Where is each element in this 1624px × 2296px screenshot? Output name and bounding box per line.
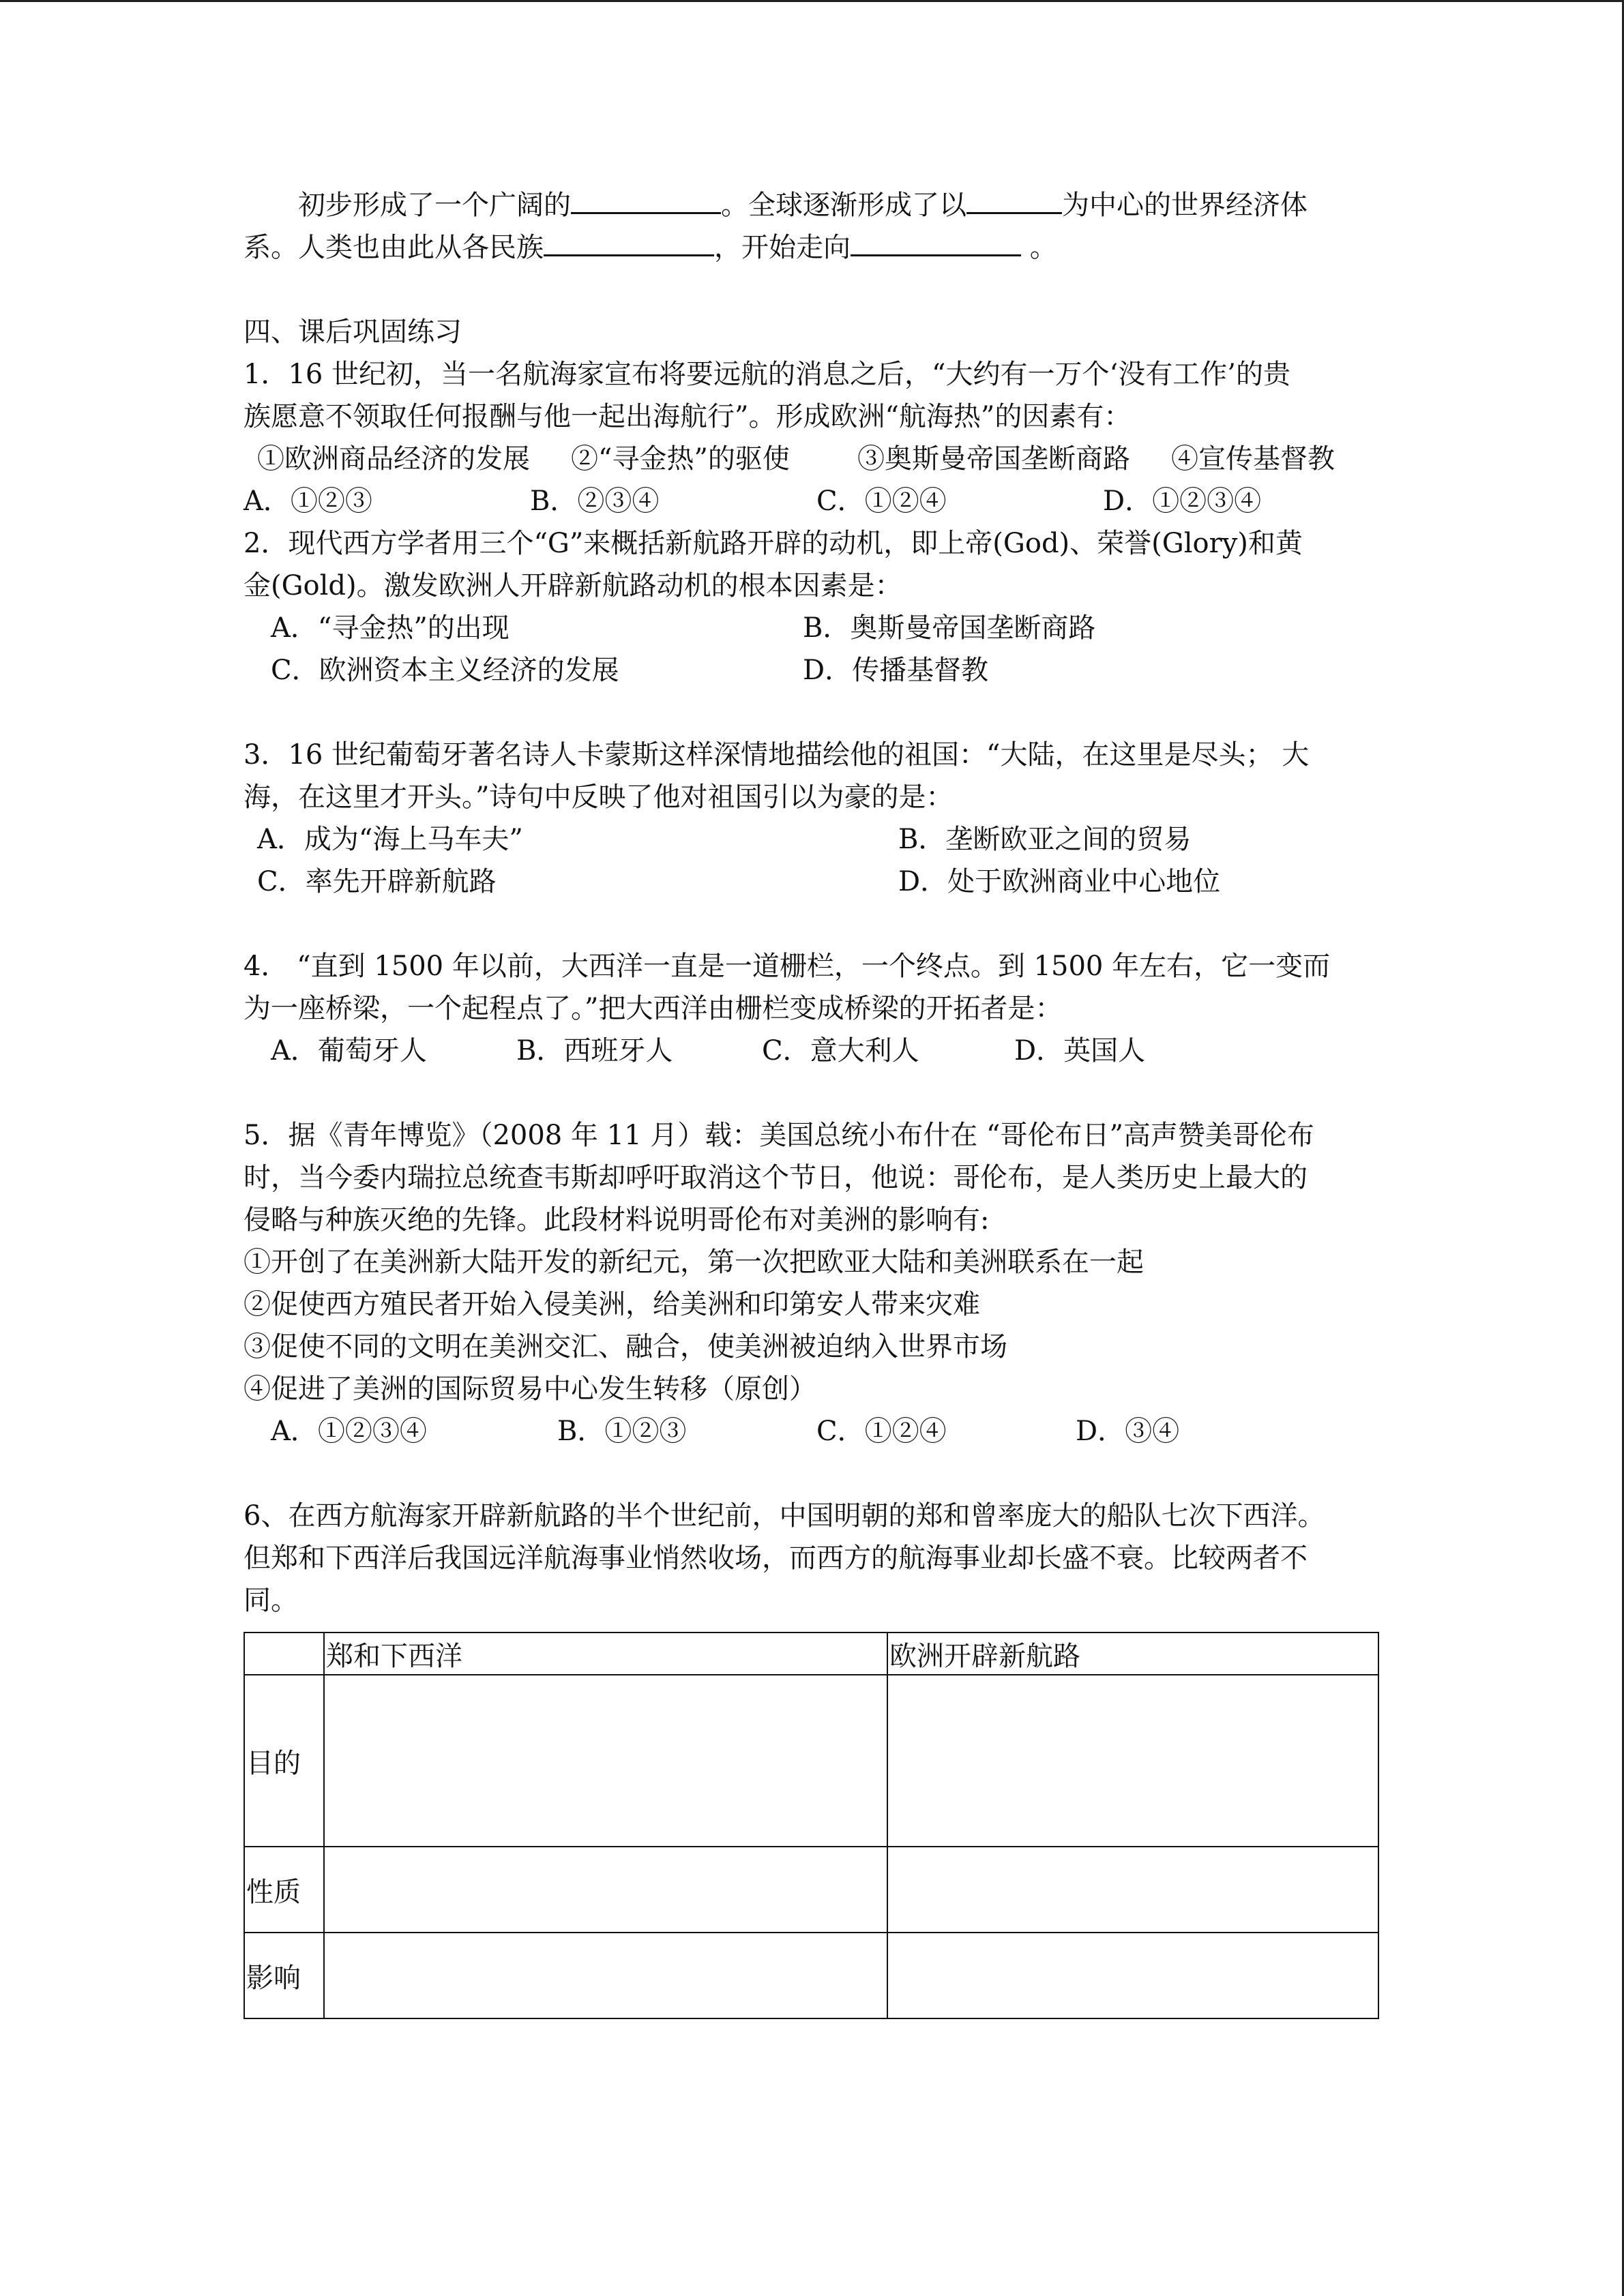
answer-cell[interactable] (324, 1675, 887, 1847)
q4-option-a[interactable]: A．葡萄牙人 (271, 1035, 427, 1067)
q1-option-d[interactable]: D．①②③④ (1103, 486, 1262, 517)
table-header-cell: 郑和下西洋 (324, 1632, 887, 1675)
q6-stem-line: 但郑和下西洋后我国远洋航海事业悄然收场，而西方的航海事业却长盛不衰。比较两者不 (243, 1542, 1308, 1574)
table-row (244, 1933, 1378, 2018)
q2-options-row1 (243, 607, 1379, 649)
q5-stem-line: 5．据《青年博览》（2008 年 11 月）载：美国总统小布什在 “哥伦布日”高声赞美哥伦布 (243, 1120, 1314, 1151)
q1-options (243, 480, 1379, 522)
fill-text: ，开始走向 (714, 232, 851, 263)
answer-cell[interactable] (324, 1933, 887, 2018)
q1-stem-line: 族愿意不领取任何报酬与他一起出海航行”。形成欧洲“航海热”的因素有： (243, 401, 1132, 432)
page-top-border (0, 0, 1624, 2)
q5-stem-line: 侵略与种族灭绝的先锋。此段材料说明哥伦布对美洲的影响有: (243, 1204, 990, 1236)
table-row (244, 1675, 1378, 1847)
q2-stem-line: 金(Gold)。激发欧洲人开辟新航路动机的根本因素是： (243, 570, 902, 601)
q3-stem-line: 3．16 世纪葡萄牙著名诗人卡蒙斯这样深情地描绘他的祖国：“大陆，在这里是尽头； 大 (243, 739, 1310, 771)
q2-option-d[interactable]: D．传播基督教 (803, 655, 989, 686)
q5-option-b[interactable]: B．①②③ (557, 1416, 687, 1447)
q1-stem-line: 1．16 世纪初，当一名航海家宣布将要远航的消息之后，“大约有一万个‘没有工作’的贵 (243, 359, 1290, 390)
q1-item: ①欧洲商品经济的发展 (257, 443, 530, 475)
q1-item: ③奥斯曼帝国垄断商路 (857, 443, 1130, 475)
q6-stem-line: 6、在西方航海家开辟新航路的半个世纪前，中国明朝的郑和曾率庞大的船队七次下西洋。 (243, 1500, 1325, 1532)
table-header-cell (244, 1632, 324, 1675)
q3-option-a[interactable]: A．成为“海上马车夫” (257, 824, 523, 855)
q5-item: ②促使西方殖民者开始入侵美洲，给美洲和印第安人带来灾难 (243, 1289, 980, 1320)
table-header-row (244, 1632, 1378, 1675)
fill-text: 系。人类也由此从各民族 (243, 232, 544, 263)
q1-items (243, 438, 1379, 480)
answer-cell[interactable] (324, 1847, 887, 1933)
q3-option-b[interactable]: B．垄断欧亚之间的贸易 (898, 824, 1192, 855)
answer-cell[interactable] (887, 1675, 1378, 1847)
q4-stem-line: 为一座桥梁，一个起程点了。”把大西洋由栅栏变成桥梁的开拓者是： (243, 993, 1063, 1024)
q2-stem-line: 2．现代西方学者用三个“G”来概括新航路开辟的动机，即上帝(God)、荣誉(Glory)和黄 (243, 528, 1303, 559)
table-row (244, 1847, 1378, 1933)
q5-item: ④促进了美洲的国际贸易中心发生转移（原创） (243, 1373, 816, 1405)
q5-option-c[interactable]: C．①②④ (816, 1416, 947, 1447)
fill-in-line-2 (243, 226, 1379, 269)
q4-options (243, 1030, 1379, 1072)
blank-2[interactable] (966, 188, 1062, 214)
row-label-purpose: 目的 (244, 1675, 324, 1847)
blank-3[interactable] (544, 230, 714, 256)
answer-cell[interactable] (887, 1933, 1378, 2018)
fill-in-line-1 (243, 184, 1379, 226)
q3-option-c[interactable]: C．率先开辟新航路 (257, 866, 497, 897)
comparison-table (243, 1632, 1379, 2019)
fill-text: 。全球逐渐形成了以 (721, 190, 966, 221)
q4-option-c[interactable]: C．意大利人 (762, 1035, 919, 1067)
q3-stem-line: 海，在这里才开头。”诗句中反映了他对祖国引以为豪的是： (243, 781, 954, 813)
row-label-nature: 性质 (244, 1847, 324, 1933)
q4-option-b[interactable]: B．西班牙人 (516, 1035, 673, 1067)
q1-option-b[interactable]: B．②③④ (530, 486, 660, 517)
q4-option-d[interactable]: D．英国人 (1014, 1035, 1146, 1067)
q3-options-row1 (243, 818, 1379, 861)
q4-stem-line: 4． “直到 1500 年以前，大西洋一直是一道栅栏，一个终点。到 1500 年左右，它一变而 (243, 951, 1331, 982)
q5-option-a[interactable]: A．①②③④ (271, 1416, 427, 1447)
q1-option-c[interactable]: C．①②④ (816, 486, 947, 517)
q5-item: ③促使不同的文明在美洲交汇、融合，使美洲被迫纳入世界市场 (243, 1331, 1007, 1362)
q5-stem-line: 时，当今委内瑞拉总统查韦斯却呼吁取消这个节日，他说：哥伦布，是人类历史上最大的 (243, 1162, 1308, 1193)
q1-option-a[interactable]: A．①②③ (243, 486, 372, 517)
fill-text: 初步形成了一个广阔的 (298, 190, 571, 221)
q3-option-d[interactable]: D．处于欧洲商业中心地位 (898, 866, 1221, 897)
q2-options-row2 (243, 649, 1379, 691)
q2-option-a[interactable]: A．“寻金热”的出现 (271, 612, 510, 644)
q1-item: ④宣传基督教 (1171, 443, 1335, 475)
answer-cell[interactable] (887, 1847, 1378, 1933)
q2-option-c[interactable]: C．欧洲资本主义经济的发展 (271, 655, 619, 686)
section-title: 四、课后巩固练习 (243, 316, 462, 348)
table-header-cell: 欧洲开辟新航路 (887, 1632, 1378, 1675)
q1-item: ②“寻金热”的驱使 (571, 443, 790, 475)
document-page (243, 184, 1379, 1622)
blank-4[interactable] (851, 230, 1021, 256)
q5-options (243, 1410, 1379, 1452)
fill-text: 。 (1029, 232, 1057, 263)
row-label-impact: 影响 (244, 1933, 324, 2018)
fill-text: 为中心的世界经济体 (1062, 190, 1308, 221)
q2-option-b[interactable]: B．奥斯曼帝国垄断商路 (803, 612, 1096, 644)
q5-item: ①开创了在美洲新大陆开发的新纪元，第一次把欧亚大陆和美洲联系在一起 (243, 1247, 1144, 1278)
q3-options-row2 (243, 861, 1379, 903)
q5-option-d[interactable]: D．③④ (1076, 1416, 1180, 1447)
blank-1[interactable] (571, 188, 721, 214)
q6-stem-line: 同。 (243, 1585, 298, 1616)
